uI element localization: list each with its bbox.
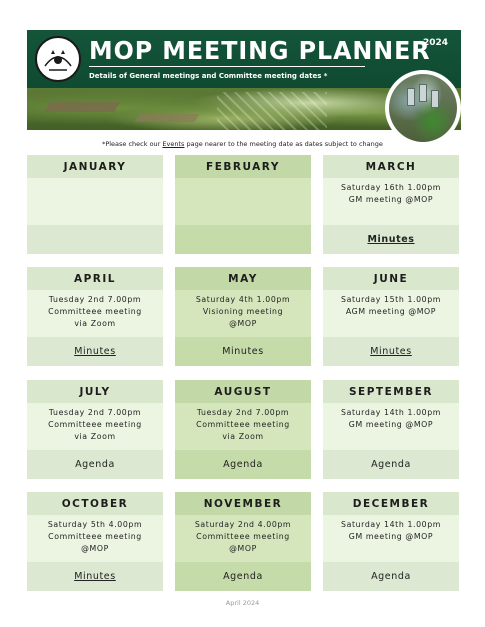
meadow-orchard-logo-icon — [35, 36, 81, 82]
footer-date: April 2024 — [225, 599, 260, 607]
minutes-link[interactable]: Minutes — [323, 337, 459, 366]
meeting-detail-line: Tuesday 2nd 7.00pm — [48, 408, 142, 417]
month-card-may — [175, 267, 311, 366]
month-card-june — [323, 267, 459, 366]
meeting-detail-line: Saturday 15th 1.00pm — [341, 295, 441, 304]
meeting-detail-line: Visioning meeting — [202, 307, 284, 316]
minutes-link[interactable]: Minutes — [27, 337, 163, 366]
year-label: 2024 — [423, 38, 449, 48]
agenda-link[interactable]: Agenda — [27, 450, 163, 479]
document-link-empty — [27, 225, 163, 254]
meeting-detail-line: Saturday 14th 1.00pm — [341, 408, 441, 417]
meeting-detail-line: Committeee meeting — [196, 532, 290, 541]
meeting-detail-line: via Zoom — [74, 432, 116, 441]
meeting-detail-line: Saturday 14th 1.00pm — [341, 520, 441, 529]
month-card-november — [175, 492, 311, 591]
meeting-detail-line: Tuesday 2nd 7.00pm — [196, 408, 290, 417]
meeting-detail-line: @MOP — [229, 544, 257, 553]
schedule-note — [0, 140, 485, 148]
meeting-details — [175, 403, 311, 450]
meeting-detail-line: Saturday 2nd 4.00pm — [194, 520, 292, 529]
meeting-detail-line: GM meeting @MOP — [348, 532, 434, 541]
meeting-detail-line: Committeee meeting — [196, 420, 290, 429]
meeting-details — [27, 403, 163, 450]
minutes-link[interactable]: Minutes — [175, 337, 311, 366]
minutes-link[interactable]: Minutes — [27, 562, 163, 591]
month-card-december — [323, 492, 459, 591]
month-name: MAY — [175, 267, 311, 290]
produce-photo — [385, 70, 461, 146]
month-name: NOVEMBER — [175, 492, 311, 515]
title-underline — [89, 66, 365, 67]
meeting-detail-line: @MOP — [81, 544, 109, 553]
month-name: JANUARY — [27, 155, 163, 178]
meeting-details — [323, 515, 459, 562]
month-card-march — [323, 155, 459, 254]
note-suffix: page nearer to the meeting date as dates subject to change — [184, 140, 383, 148]
meeting-detail-line: Committeee meeting — [48, 420, 142, 429]
meeting-detail-line: Saturday 16th 1.00pm — [341, 183, 441, 192]
meeting-detail-line: Committeee meeting — [48, 532, 142, 541]
meeting-detail-line: Saturday 5th 4.00pm — [47, 520, 143, 529]
month-card-august — [175, 380, 311, 479]
document-link-empty — [175, 225, 311, 254]
meeting-details — [175, 178, 311, 225]
meeting-detail-line: Committeee meeting — [48, 307, 142, 316]
meeting-details — [323, 290, 459, 337]
month-card-january — [27, 155, 163, 254]
meeting-detail-line: via Zoom — [222, 432, 264, 441]
month-card-september — [323, 380, 459, 479]
month-card-october — [27, 492, 163, 591]
month-name: DECEMBER — [323, 492, 459, 515]
month-name: JULY — [27, 380, 163, 403]
meeting-detail-line: GM meeting @MOP — [348, 420, 434, 429]
month-name: APRIL — [27, 267, 163, 290]
minutes-link[interactable]: Minutes — [323, 225, 459, 254]
meeting-details — [175, 290, 311, 337]
meeting-detail-line: GM meeting @MOP — [348, 195, 434, 204]
agenda-link[interactable]: Agenda — [323, 562, 459, 591]
meeting-detail-line: via Zoom — [74, 319, 116, 328]
month-name: AUGUST — [175, 380, 311, 403]
month-card-april — [27, 267, 163, 366]
page-title: MOP MEETING PLANNER — [89, 36, 431, 65]
meeting-detail-line: @MOP — [229, 319, 257, 328]
month-name: FEBRUARY — [175, 155, 311, 178]
meeting-details — [27, 290, 163, 337]
events-link[interactable]: Events — [162, 140, 185, 148]
meeting-detail-line: AGM meeting @MOP — [345, 307, 437, 316]
meeting-details — [323, 178, 459, 225]
month-card-february — [175, 155, 311, 254]
agenda-link[interactable]: Agenda — [175, 450, 311, 479]
meeting-details — [323, 403, 459, 450]
month-name: JUNE — [323, 267, 459, 290]
meeting-detail-line: Tuesday 2nd 7.00pm — [48, 295, 142, 304]
note-prefix: *Please check our — [102, 140, 163, 148]
page-subtitle: Details of General meetings and Committee meeting dates * — [89, 72, 328, 80]
agenda-link[interactable]: Agenda — [323, 450, 459, 479]
meeting-details — [27, 178, 163, 225]
logo-graphic — [39, 40, 77, 78]
meeting-details — [175, 515, 311, 562]
month-name: SEPTEMBER — [323, 380, 459, 403]
month-name: OCTOBER — [27, 492, 163, 515]
meeting-detail-line: Saturday 4th 1.00pm — [195, 295, 291, 304]
month-card-july — [27, 380, 163, 479]
agenda-link[interactable]: Agenda — [175, 562, 311, 591]
meeting-details — [27, 515, 163, 562]
month-name: MARCH — [323, 155, 459, 178]
